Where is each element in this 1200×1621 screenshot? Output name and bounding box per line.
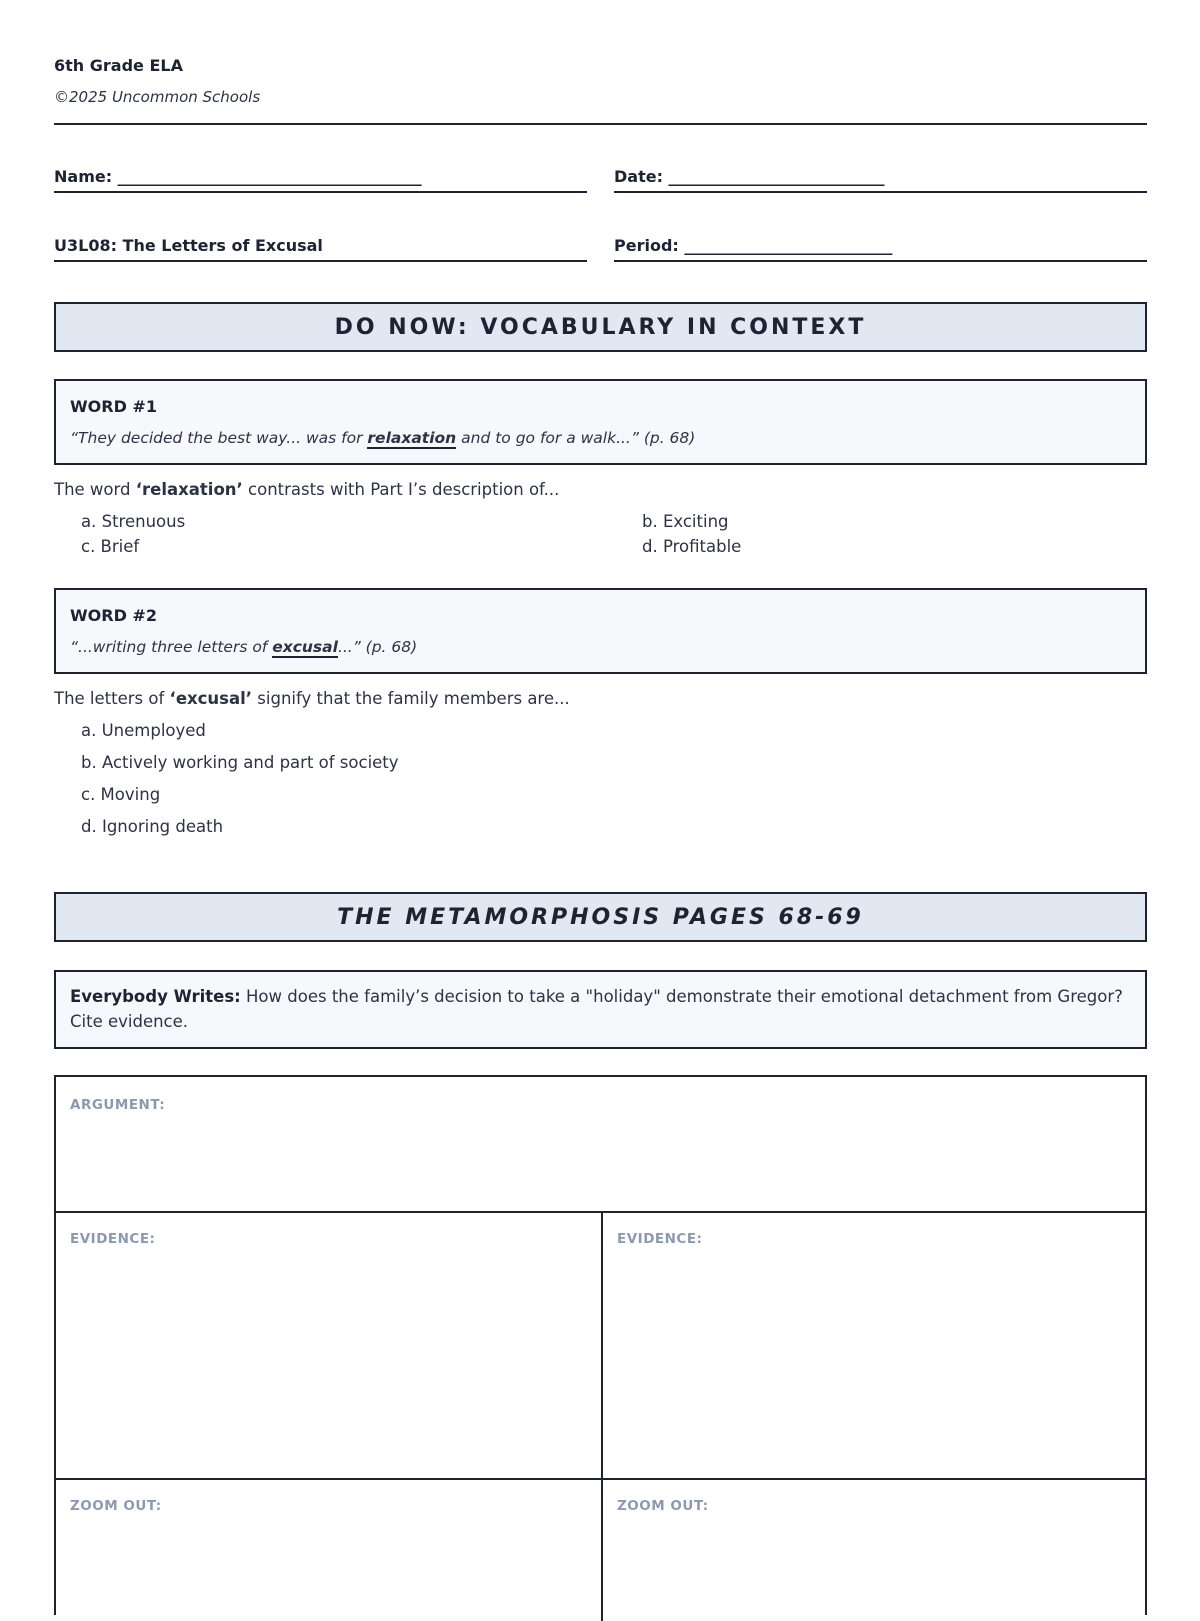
evidence-left-area[interactable] (56, 1213, 601, 1479)
word-2-option-b[interactable]: b. Actively working and part of society (81, 753, 399, 772)
prompt-label: Everybody Writes: (70, 987, 241, 1006)
word-1-term: relaxation (367, 429, 457, 447)
evidence-right-area[interactable] (603, 1213, 1145, 1479)
argument-label: ARGUMENT: (70, 1097, 166, 1113)
course-title: 6th Grade ELA (54, 56, 183, 75)
zoom-out-left-area[interactable] (56, 1480, 601, 1617)
name-field[interactable] (54, 157, 587, 193)
word-2-option-a[interactable]: a. Unemployed (81, 721, 206, 740)
word-1-option-a[interactable]: a. Strenuous (81, 512, 186, 531)
writing-organizer (54, 1075, 1147, 1615)
argument-area[interactable] (56, 1077, 1145, 1211)
reading-section-header: THE METAMORPHOSIS PAGES 68-69 (54, 892, 1147, 942)
word-1-question: The word ‘relaxation’ contrasts with Part I’s description of... (54, 480, 560, 499)
header-divider (54, 123, 1147, 125)
zoom-out-right-area[interactable] (603, 1480, 1145, 1617)
evidence-left-label: EVIDENCE: (70, 1231, 156, 1247)
everybody-writes-prompt (54, 970, 1147, 1049)
word-1-option-d[interactable]: d. Profitable (642, 537, 742, 556)
lesson-title (54, 226, 587, 262)
word-2-term: excusal (272, 638, 338, 656)
prompt-text: How does the family’s decision to take a "holiday" demonstrate their emotional detachment from Gregor? Cite evidence. (70, 987, 1123, 1031)
date-field[interactable] (614, 157, 1147, 193)
period-field[interactable] (614, 226, 1147, 262)
lesson-label: U3L08: The Letters of Excusal (54, 236, 323, 255)
word-1-quote: “They decided the best way... was for relaxation and to go for a walk...” (p. 68) (70, 429, 696, 447)
zoom-out-left-label: ZOOM OUT: (70, 1498, 162, 1514)
word-2-question: The letters of ‘excusal’ signify that the family members are... (54, 689, 570, 708)
period-label: Period: __________________________ (614, 236, 893, 255)
word-1-box (54, 379, 1147, 465)
name-label: Name: ______________________________________ (54, 167, 422, 186)
word-1-option-b[interactable]: b. Exciting (642, 512, 729, 531)
zoom-out-right-label: ZOOM OUT: (617, 1498, 709, 1514)
word-2-option-d[interactable]: d. Ignoring death (81, 817, 224, 836)
word-2-title: WORD #2 (70, 606, 157, 625)
word-1-title: WORD #1 (70, 397, 157, 416)
do-now-header: DO NOW: VOCABULARY IN CONTEXT (54, 302, 1147, 352)
word-1-option-c[interactable]: c. Brief (81, 537, 140, 556)
date-label: Date: ___________________________ (614, 167, 885, 186)
word-2-quote: “...writing three letters of excusal...” (p. 68) (70, 638, 418, 656)
evidence-right-label: EVIDENCE: (617, 1231, 703, 1247)
word-2-option-c[interactable]: c. Moving (81, 785, 161, 804)
copyright-notice: ©2025 Uncommon Schools (54, 88, 261, 106)
word-2-box (54, 588, 1147, 674)
